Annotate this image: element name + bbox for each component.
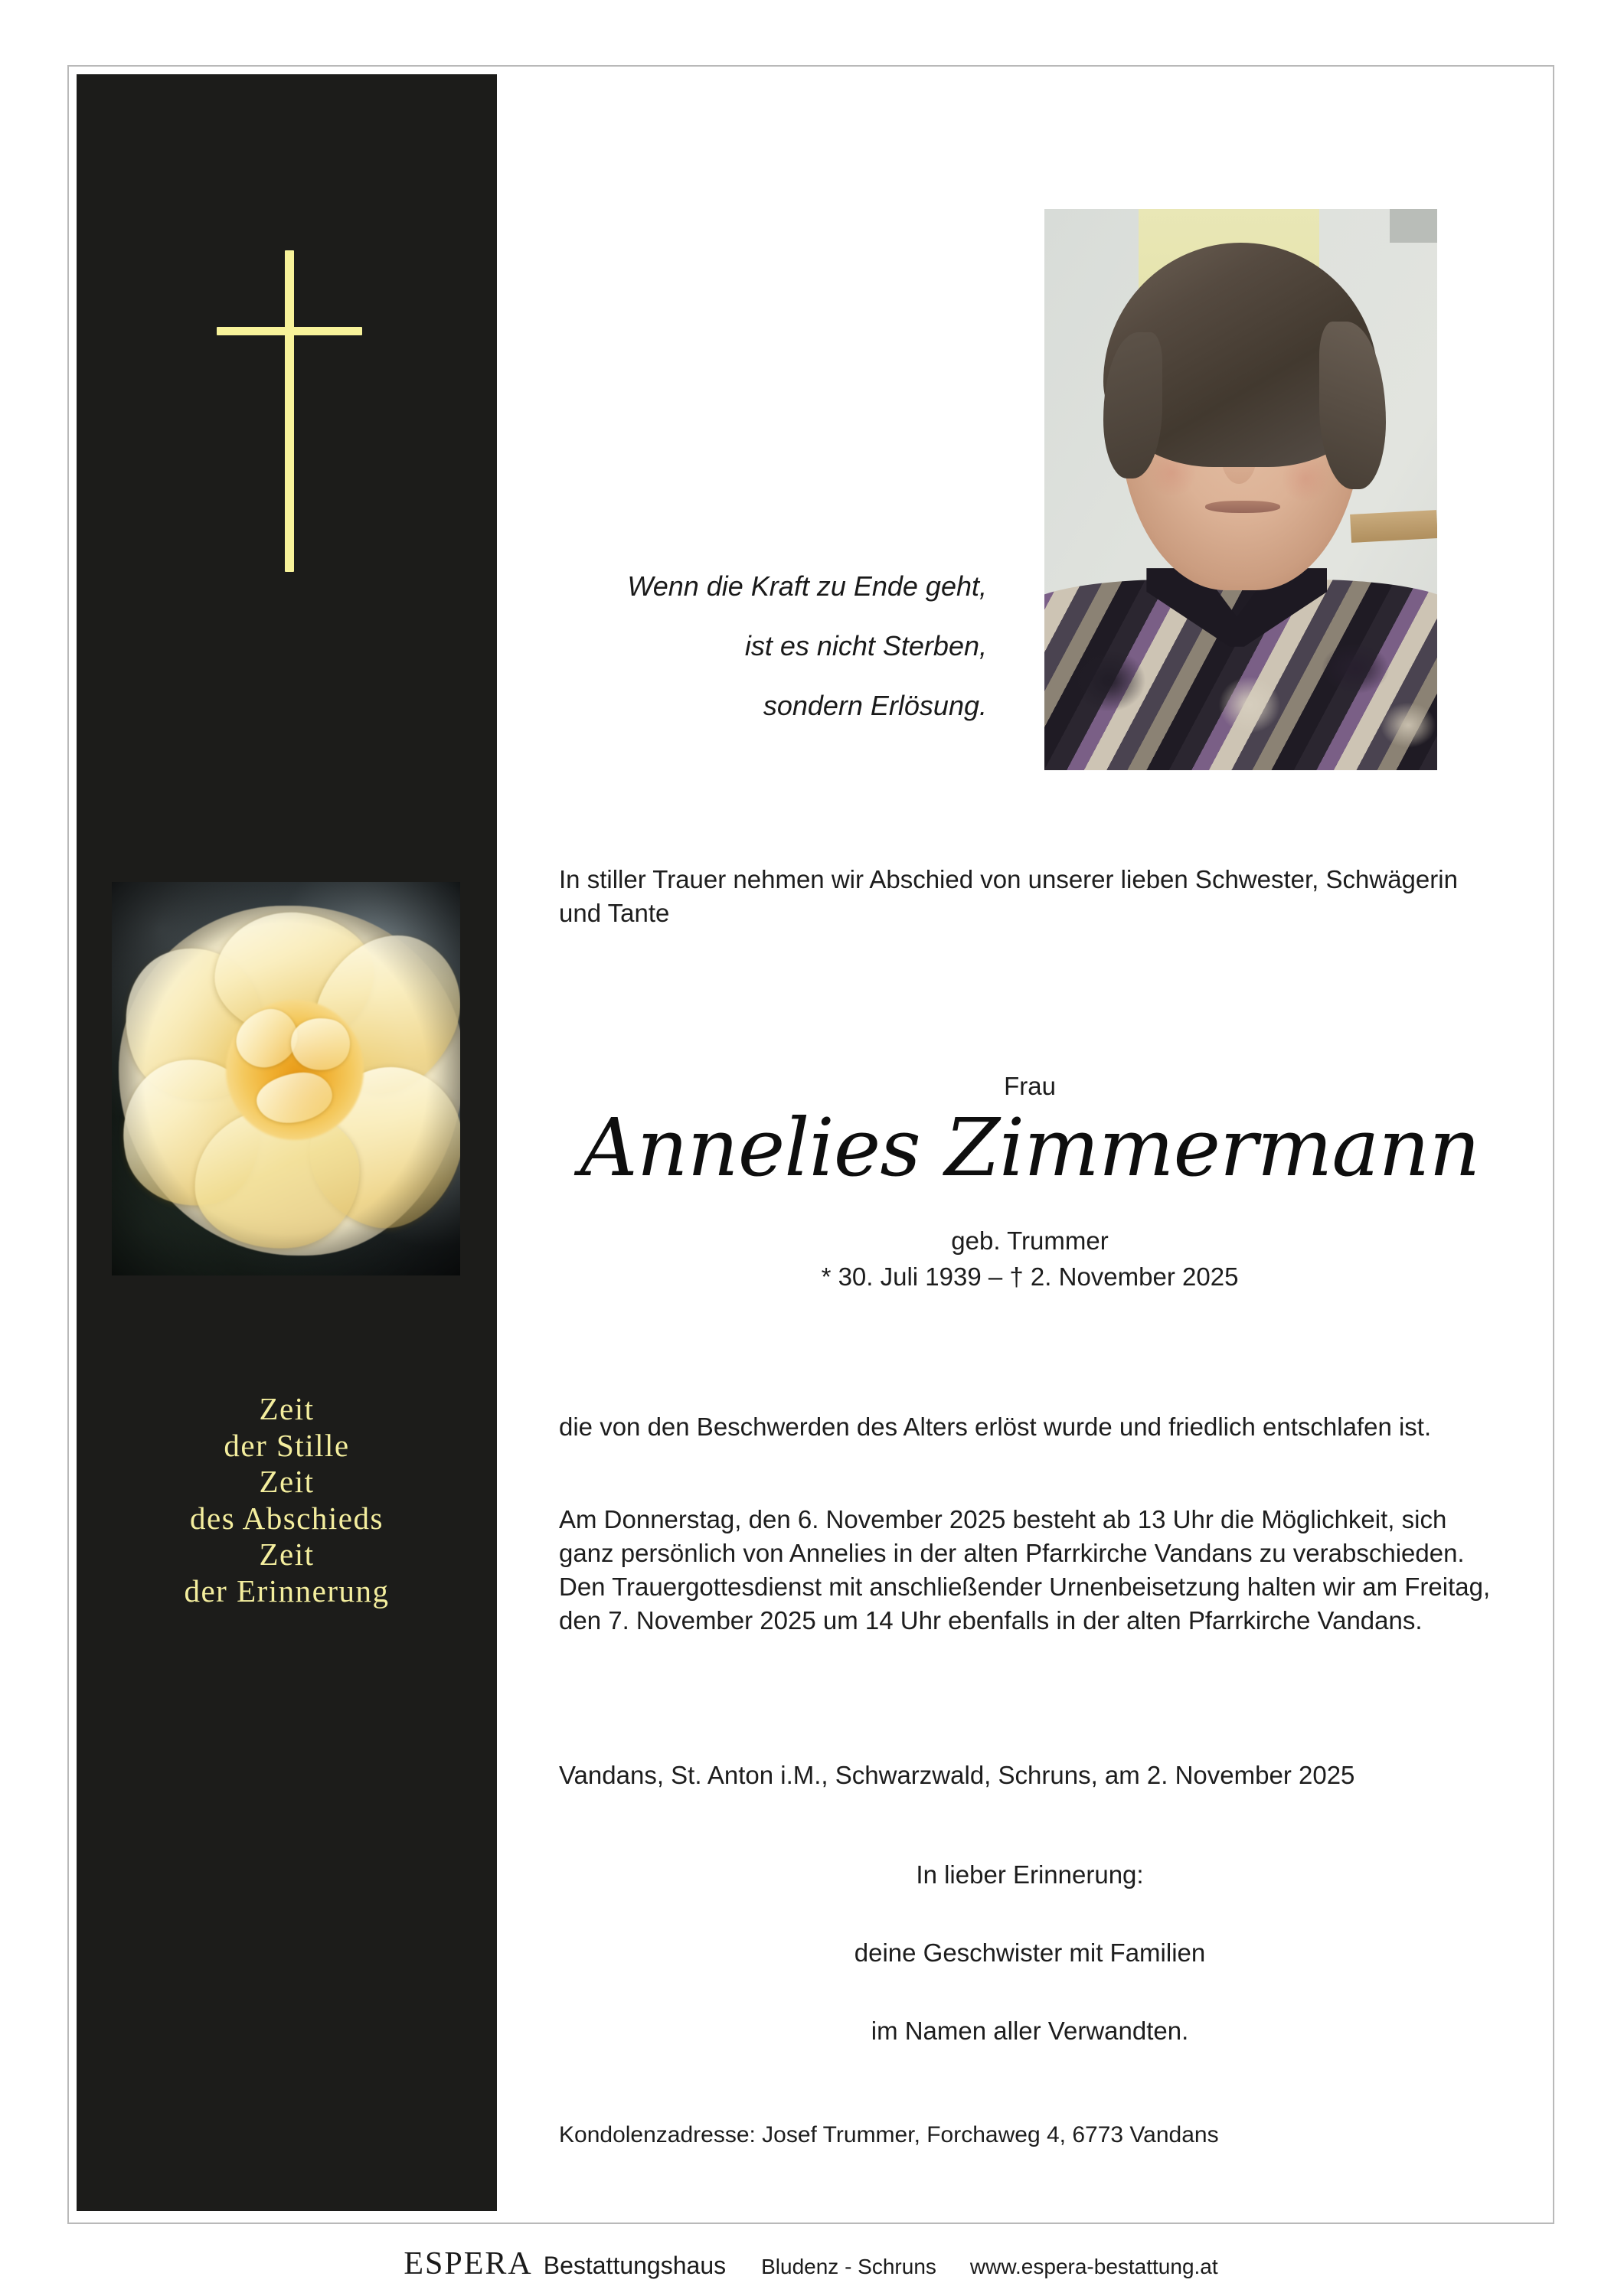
salutation-label: Frau	[1004, 1072, 1056, 1100]
espera-brand-subtitle: Bestattungshaus	[543, 2252, 727, 2279]
verse-line-5: Zeit	[259, 1537, 315, 1573]
announcement-paragraph-2: Am Donnerstag, den 6. November 2025 besteht ab 13 Uhr die Möglichkeit, sich ganz persönlich von Annelies in der alten Pfarrkirche Vandans zu verabschieden. Den Trauergottesdienst mit anschließender Urnenbeisetzung halten wir am Freitag, den 7. November 2025 um 14 Uhr ebenfalls in der alten Pfarrkirche Vandans.	[559, 1505, 1491, 1635]
deceased-full-name: Annelies Zimmermann	[580, 1101, 1480, 1194]
quote-line-2: ist es nicht Sterben,	[744, 629, 987, 661]
memory-line-family: deine Geschwister mit Familien	[854, 1938, 1206, 1967]
condolence-address: Kondolenzadresse: Josef Trummer, Forchaweg 4, 6773 Vandans	[559, 2122, 1219, 2147]
verse-line-2: der Stille	[224, 1427, 350, 1463]
portrait-patterned-blouse	[1044, 580, 1437, 770]
latin-cross-icon	[77, 250, 497, 572]
photo-wall-frame	[1390, 209, 1437, 243]
blouse-pattern	[1044, 580, 1437, 770]
rose-vignette	[112, 882, 460, 1275]
announcement-paragraph-1: die von den Beschwerden des Alters erlöst wurde und friedlich entschlafen ist.	[559, 1413, 1432, 1441]
maiden-name: geb. Trummer	[951, 1226, 1109, 1255]
obituary-content	[497, 74, 1553, 2211]
cross-vertical-bar	[285, 250, 294, 572]
quote-line-1: Wenn die Kraft zu Ende geht,	[627, 570, 987, 602]
place-and-date: Vandans, St. Anton i.M., Schwarzwald, Schruns, am 2. November 2025	[559, 1761, 1355, 1789]
espera-locations: Bludenz - Schruns	[761, 2255, 936, 2278]
memorial-quote	[558, 557, 987, 735]
memory-heading: In lieber Erinnerung:	[916, 1860, 1144, 1889]
verse-line-3: Zeit	[259, 1464, 315, 1500]
photo-wall-rail	[1350, 510, 1437, 542]
announcement-intro: In stiller Trauer nehmen wir Abschied von unserer lieben Schwester, Schwägerin und Tante	[559, 865, 1458, 927]
verse-line-1: Zeit	[259, 1391, 315, 1426]
decorative-sidebar	[77, 74, 497, 2211]
verse-line-4: des Abschieds	[190, 1500, 384, 1536]
portrait-photo-of-deceased	[1044, 209, 1437, 770]
espera-website-url[interactable]: www.espera-bestattung.at	[969, 2255, 1218, 2278]
life-dates: * 30. Juli 1939 – † 2. November 2025	[821, 1262, 1239, 1291]
memorial-verse	[77, 1391, 497, 1609]
funeral-home-footer	[67, 2245, 1554, 2282]
verse-line-6: der Erinnerung	[184, 1573, 390, 1609]
cross-horizontal-bar	[217, 327, 362, 335]
quote-line-3: sondern Erlösung.	[763, 689, 987, 721]
memory-line-relatives: im Namen aller Verwandten.	[871, 2017, 1189, 2045]
portrait-mouth	[1205, 501, 1279, 513]
espera-brand-name: ESPERA	[404, 2246, 533, 2281]
yellow-rose-photo	[112, 882, 460, 1275]
